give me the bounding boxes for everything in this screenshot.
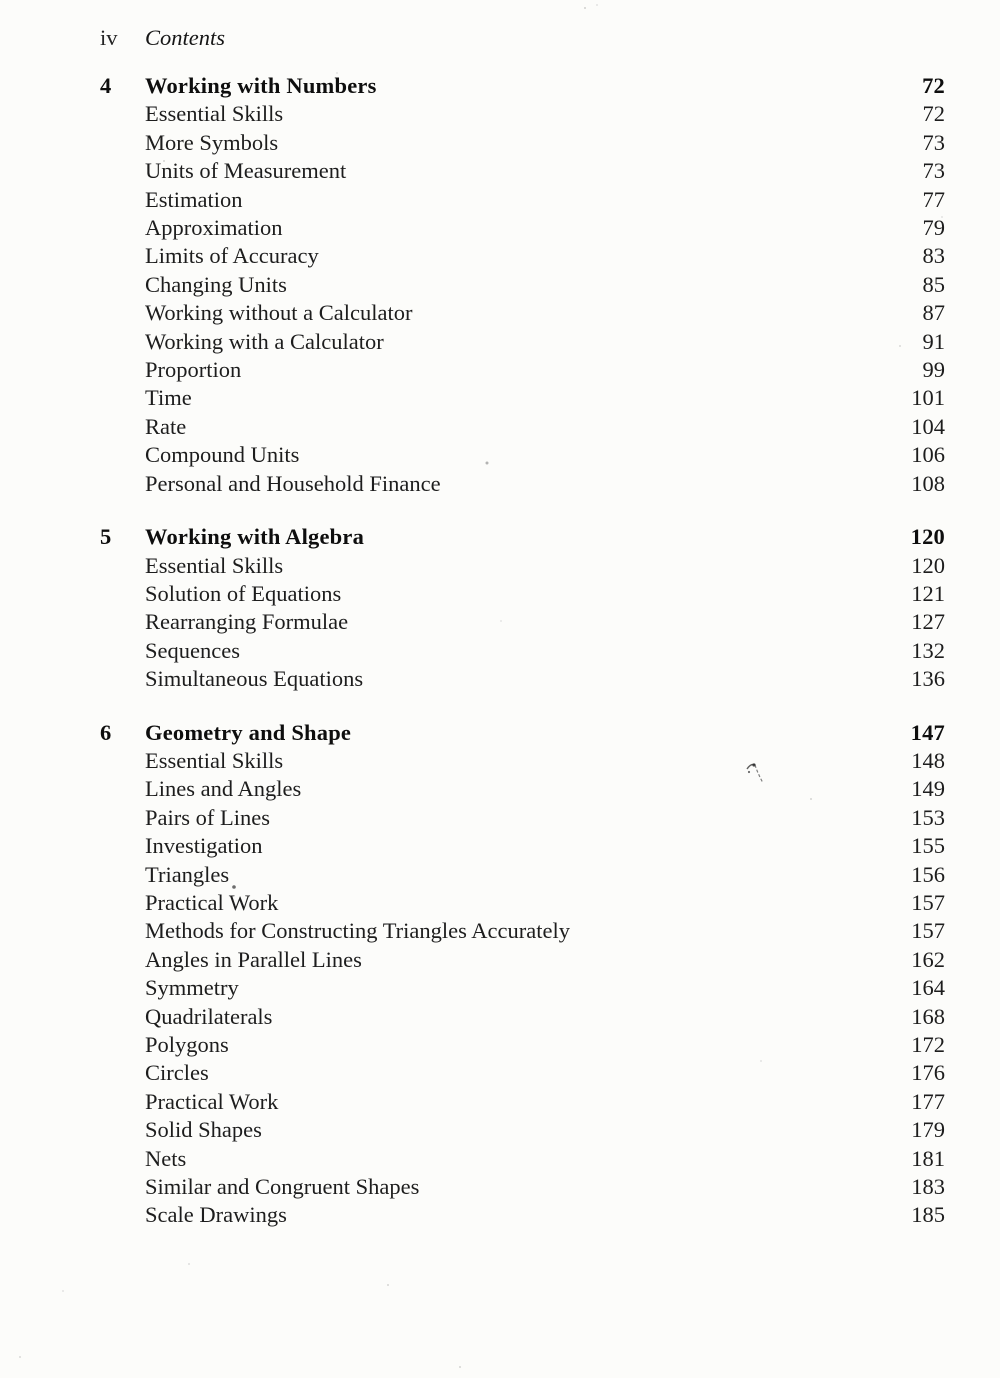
chapter-title: Working with Algebra <box>145 524 365 550</box>
section-page-number: 153 <box>911 804 945 830</box>
section-page-number: 148 <box>911 747 945 773</box>
chapter-heading-row <box>100 72 945 100</box>
section-title: Proportion <box>145 357 242 383</box>
contents-heading: Contents <box>145 25 226 50</box>
chapter-number: 6 <box>100 719 112 745</box>
chapter-number: 4 <box>100 73 112 98</box>
section-page-number: 183 <box>911 1174 945 1200</box>
section-row <box>100 1059 945 1087</box>
section-page-number: 162 <box>911 946 945 972</box>
section-row <box>100 441 945 469</box>
section-page-number: 120 <box>911 552 945 578</box>
section-title: Similar and Congruent Shapes <box>145 1174 420 1200</box>
chapter-block <box>100 523 945 693</box>
chapter-block <box>100 72 945 498</box>
section-row <box>100 608 945 636</box>
section-row <box>100 832 945 860</box>
chapter-heading-row <box>100 719 945 747</box>
section-row <box>100 889 945 917</box>
chapter-title: Geometry and Shape <box>145 719 352 745</box>
section-page-number: 99 <box>922 357 945 383</box>
section-row <box>100 775 945 803</box>
section-page-number: 176 <box>911 1060 945 1086</box>
section-row <box>100 552 945 580</box>
section-title: Solution of Equations <box>145 580 342 606</box>
section-page-number: 179 <box>911 1117 945 1143</box>
section-row <box>100 637 945 665</box>
table-of-contents <box>100 72 945 1230</box>
section-row <box>100 804 945 832</box>
section-row <box>100 747 945 775</box>
section-title: Circles <box>145 1060 209 1086</box>
chapter-title: Working with Numbers <box>145 73 377 98</box>
section-row <box>100 861 945 889</box>
section-title: Angles in Parallel Lines <box>145 946 362 972</box>
section-title: Simultaneous Equations <box>145 666 364 692</box>
section-title: Practical Work <box>145 889 279 915</box>
section-row <box>100 129 945 157</box>
section-title: Essential Skills <box>145 552 284 578</box>
section-title: Time <box>145 385 192 411</box>
folio-page-number: iv <box>100 25 118 50</box>
section-page-number: 164 <box>911 975 945 1001</box>
section-title: Pairs of Lines <box>145 804 270 830</box>
section-title: Solid Shapes <box>145 1117 262 1143</box>
section-title: Symmetry <box>145 975 239 1001</box>
section-page-number: 104 <box>911 413 945 439</box>
section-title: Rearranging Formulae <box>145 609 349 635</box>
section-title: Practical Work <box>145 1088 279 1114</box>
section-title: Essential Skills <box>145 101 284 127</box>
section-page-number: 87 <box>922 300 945 326</box>
section-row <box>100 328 945 356</box>
section-page-number: 77 <box>922 186 945 212</box>
section-row <box>100 186 945 214</box>
section-title: Triangles <box>145 861 230 887</box>
section-page-number: 108 <box>911 470 945 496</box>
section-page-number: 172 <box>911 1032 945 1057</box>
section-title: Working without a Calculator <box>145 300 413 326</box>
section-page-number: 73 <box>922 129 945 155</box>
section-row <box>100 665 945 693</box>
section-title: Methods for Constructing Triangles Accurately <box>145 918 570 944</box>
section-row <box>100 1031 945 1059</box>
section-row <box>100 917 945 945</box>
section-title: Investigation <box>145 833 263 859</box>
section-title: Approximation <box>145 215 283 241</box>
section-page-number: 157 <box>911 918 945 944</box>
section-row <box>100 974 945 1002</box>
section-page-number: 155 <box>911 833 945 859</box>
section-title: Estimation <box>145 186 243 212</box>
section-page-number: 73 <box>922 158 945 184</box>
section-page-number: 91 <box>922 328 945 354</box>
section-title: Rate <box>145 413 187 439</box>
section-title: Scale Drawings <box>145 1202 287 1228</box>
section-row <box>100 100 945 128</box>
section-row <box>100 384 945 412</box>
section-page-number: 127 <box>911 609 945 635</box>
section-title: Nets <box>145 1145 187 1171</box>
section-page-number: 181 <box>911 1145 945 1171</box>
section-title: More Symbols <box>145 129 279 155</box>
chapter-block <box>100 719 945 1230</box>
section-row <box>100 470 945 498</box>
section-title: Limits of Accuracy <box>145 243 319 269</box>
section-title: Changing Units <box>145 271 287 297</box>
section-row <box>100 1116 945 1144</box>
section-row <box>100 1145 945 1173</box>
section-row <box>100 1173 945 1201</box>
section-page-number: 106 <box>911 442 945 468</box>
section-row <box>100 1003 945 1031</box>
chapter-page-number: 72 <box>922 73 945 98</box>
section-row <box>100 214 945 242</box>
section-page-number: 177 <box>911 1088 945 1114</box>
section-row <box>100 1088 945 1116</box>
section-page-number: 83 <box>922 243 945 269</box>
running-head <box>100 24 225 52</box>
section-row <box>100 157 945 185</box>
section-page-number: 168 <box>911 1003 945 1029</box>
section-title: Sequences <box>145 637 240 663</box>
section-title: Polygons <box>145 1032 229 1057</box>
section-page-number: 136 <box>911 666 945 692</box>
section-row <box>100 271 945 299</box>
section-title: Lines and Angles <box>145 776 302 802</box>
section-page-number: 132 <box>911 637 945 663</box>
section-title: Compound Units <box>145 442 300 468</box>
section-title: Personal and Household Finance <box>145 470 441 496</box>
section-page-number: 157 <box>911 889 945 915</box>
section-page-number: 101 <box>911 385 945 411</box>
section-row <box>100 356 945 384</box>
section-page-number: 156 <box>911 861 945 887</box>
section-page-number: 85 <box>922 271 945 297</box>
chapter-number: 5 <box>100 524 112 550</box>
section-page-number: 72 <box>922 101 945 127</box>
section-title: Working with a Calculator <box>145 328 384 354</box>
section-page-number: 149 <box>911 776 945 802</box>
chapter-page-number: 147 <box>910 719 945 745</box>
section-title: Quadrilaterals <box>145 1003 273 1029</box>
section-row <box>100 946 945 974</box>
section-page-number: 121 <box>911 580 945 606</box>
section-row <box>100 242 945 270</box>
section-page-number: 185 <box>911 1202 945 1228</box>
chapter-heading-row <box>100 523 945 551</box>
scan-noise-specks <box>0 0 2 2</box>
section-row <box>100 580 945 608</box>
chapter-page-number: 120 <box>910 524 945 550</box>
section-title: Units of Measurement <box>145 158 347 184</box>
section-row <box>100 299 945 327</box>
section-row <box>100 1201 945 1229</box>
section-row <box>100 413 945 441</box>
section-page-number: 79 <box>922 215 945 241</box>
section-title: Essential Skills <box>145 747 284 773</box>
